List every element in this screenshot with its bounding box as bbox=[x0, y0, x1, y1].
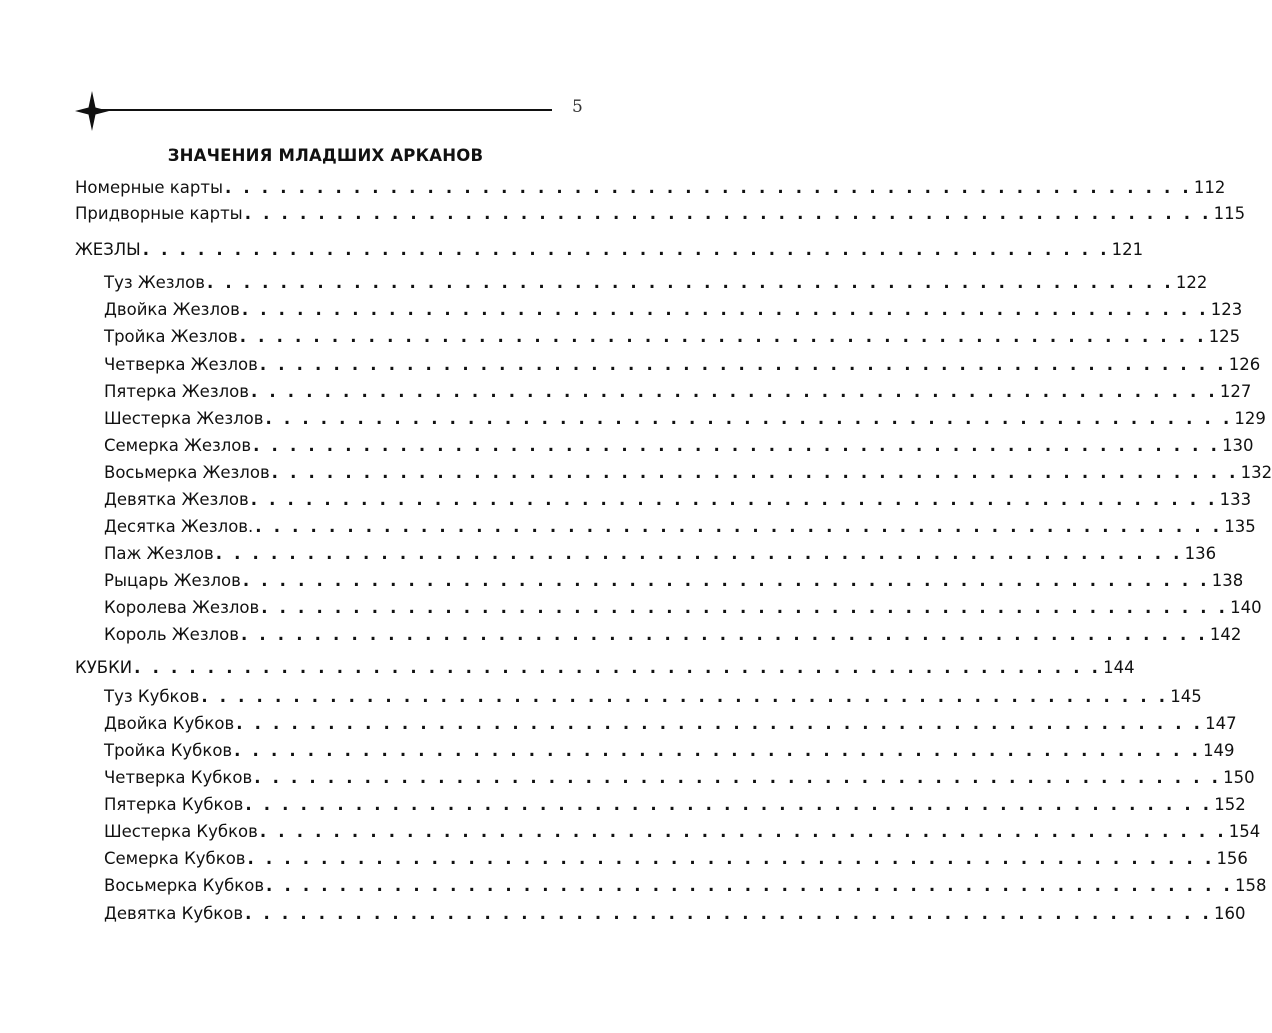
entry-label: Тройка Жезлов bbox=[104, 327, 238, 346]
entry-label: Паж Жезлов bbox=[104, 544, 214, 563]
entry-page: 132 bbox=[1240, 463, 1272, 482]
entry-page: 122 bbox=[1175, 273, 1208, 292]
entry-page: 154 bbox=[1228, 822, 1261, 841]
entry-page: 140 bbox=[1230, 598, 1262, 617]
entry-page: 123 bbox=[1210, 300, 1243, 319]
dot-leader: . . . . . . . . . . . . . . . . . . . . . . . . . . . . . . . . . . . . . . . . . . . . . . . . . . . . . bbox=[241, 300, 1209, 319]
entry-label: Шестерка Кубков bbox=[104, 822, 258, 841]
dot-leader: . . . . . . . . . . . . . . . . . . . . . . . . . . . . . . . . . . . . . . . . . . . . . . . . . . . . . bbox=[244, 204, 1212, 223]
dot-leader: . . . . . . . . . . . . . . . . . . . . . . . . . . . . . . . . . . . . . . . . . . . . . . . . . . . . . bbox=[142, 240, 1110, 259]
entry-label: Двойка Жезлов bbox=[104, 300, 240, 319]
dot-leader: . . . . . . . . . . . . . . . . . . . . . . . . . . . . . . . . . . . . . . . . . . . . . . . . . . . . . bbox=[234, 741, 1202, 760]
toc-entry-wands-9[interactable] bbox=[104, 490, 1252, 514]
entry-page: 142 bbox=[1209, 625, 1242, 644]
toc-section-wands[interactable] bbox=[75, 240, 1144, 264]
entry-label: Король Жезлов bbox=[104, 625, 239, 644]
header-rule bbox=[100, 109, 552, 111]
entry-label: Королева Жезлов bbox=[104, 598, 260, 617]
toc-entry-cups-4[interactable] bbox=[104, 768, 1255, 792]
entry-page: 160 bbox=[1214, 904, 1246, 923]
toc-entry-wands-6[interactable] bbox=[104, 409, 1266, 433]
entry-page: 129 bbox=[1234, 409, 1266, 428]
toc-section-cups[interactable] bbox=[75, 658, 1135, 682]
toc-entry-wands-page[interactable] bbox=[104, 544, 1217, 568]
entry-label: Девятка Кубков bbox=[104, 904, 244, 923]
toc-entry-cups-9[interactable] bbox=[104, 904, 1246, 928]
toc-entry-court-cards[interactable] bbox=[75, 204, 1246, 228]
entry-label: Пятерка Жезлов bbox=[104, 382, 249, 401]
toc-entry-wands-queen[interactable] bbox=[104, 598, 1262, 622]
entry-page: 127 bbox=[1219, 382, 1252, 401]
dot-leader: . . . . . . . . . . . . . . . . . . . . . . . . . . . . . . . . . . . . . . . . . . . . . . . . . . . . . bbox=[250, 490, 1218, 509]
toc-entry-wands-7[interactable] bbox=[104, 436, 1254, 460]
dot-leader: . . . . . . . . . . . . . . . . . . . . . . . . . . . . . . . . . . . . . . . . . . . . . . . . . . . . . bbox=[247, 849, 1215, 868]
entry-label: Восьмерка Жезлов bbox=[104, 463, 270, 482]
entry-label: Пятерка Кубков bbox=[104, 795, 244, 814]
entry-label: Восьмерка Кубков bbox=[104, 876, 265, 895]
entry-label: КУБКИ bbox=[75, 658, 133, 677]
entry-label: Шестерка Жезлов bbox=[104, 409, 264, 428]
toc-entry-wands-3[interactable] bbox=[104, 327, 1241, 351]
toc-entry-wands-1[interactable] bbox=[104, 273, 1208, 297]
toc-entry-cups-1[interactable] bbox=[104, 687, 1202, 711]
dot-leader: . . . . . . . . . . . . . . . . . . . . . . . . . . . . . . . . . . . . . . . . . . . . . . . . . . . . . bbox=[259, 822, 1227, 841]
dot-leader: . . . . . . . . . . . . . . . . . . . . . . . . . . . . . . . . . . . . . . . . . . . . . . . . . . . . . bbox=[215, 544, 1183, 563]
toc-entry-wands-5[interactable] bbox=[104, 382, 1252, 406]
entry-page: 126 bbox=[1228, 355, 1261, 374]
section-title: ЗНАЧЕНИЯ МЛАДШИХ АРКАНОВ bbox=[167, 146, 484, 165]
entry-page: 125 bbox=[1208, 327, 1241, 346]
toc-entry-wands-4[interactable] bbox=[104, 355, 1261, 379]
entry-page: 115 bbox=[1213, 204, 1246, 223]
toc-entry-cups-5[interactable] bbox=[104, 795, 1246, 819]
toc-entry-wands-king[interactable] bbox=[104, 625, 1242, 649]
dot-leader: . . . . . . . . . . . . . . . . . . . . . . . . . . . . . . . . . . . . . . . . . . . . . . . . . . . . . bbox=[236, 714, 1204, 733]
dot-leader: . . . . . . . . . . . . . . . . . . . . . . . . . . . . . . . . . . . . . . . . . . . . . . . . . . . . . bbox=[206, 273, 1174, 292]
dot-leader: . . . . . . . . . . . . . . . . . . . . . . . . . . . . . . . . . . . . . . . . . . . . . . . . . . . . . bbox=[224, 178, 1192, 197]
entry-page: 130 bbox=[1222, 436, 1254, 455]
dot-leader: . . . . . . . . . . . . . . . . . . . . . . . . . . . . . . . . . . . . . . . . . . . . . . . . . . . . . bbox=[253, 436, 1221, 455]
dot-leader: . . . . . . . . . . . . . . . . . . . . . . . . . . . . . . . . . . . . . . . . . . . . . . . . . . . . . bbox=[266, 876, 1233, 895]
toc-entry-wands-2[interactable] bbox=[104, 300, 1243, 324]
entry-page: 144 bbox=[1103, 658, 1135, 677]
entry-page: 145 bbox=[1170, 687, 1202, 706]
toc-entry-cups-6[interactable] bbox=[104, 822, 1261, 846]
entry-label: ЖЕЗЛЫ bbox=[75, 240, 141, 259]
entry-page: 152 bbox=[1214, 795, 1246, 814]
dot-leader: . . . . . . . . . . . . . . . . . . . . . . . . . . . . . . . . . . . . . . . . . . . . . . . . . . . . . bbox=[245, 904, 1212, 923]
four-point-star-icon bbox=[75, 91, 109, 131]
entry-label: Двойка Кубков bbox=[104, 714, 235, 733]
entry-page: 112 bbox=[1193, 178, 1226, 197]
page-number: 5 bbox=[572, 97, 583, 117]
entry-label: Тройка Кубков bbox=[104, 741, 233, 760]
entry-page: 158 bbox=[1234, 876, 1267, 895]
toc-entry-cups-2[interactable] bbox=[104, 714, 1237, 738]
toc-entry-wands-knight[interactable] bbox=[104, 571, 1244, 595]
entry-label: Туз Кубков bbox=[104, 687, 200, 706]
entry-page: 150 bbox=[1223, 768, 1255, 787]
dot-leader: . . . . . . . . . . . . . . . . . . . . . . . . . . . . . . . . . . . . . . . . . . . . . . . . . . . . . bbox=[259, 355, 1227, 374]
entry-label: Четверка Кубков bbox=[104, 768, 253, 787]
entry-label: Десятка Жезлов. bbox=[104, 517, 254, 536]
dot-leader: . . . . . . . . . . . . . . . . . . . . . . . . . . . . . . . . . . . . . . . . . . . . . . . . . . . . . bbox=[265, 409, 1233, 428]
dot-leader: . . . . . . . . . . . . . . . . . . . . . . . . . . . . . . . . . . . . . . . . . . . . . . . . . . . . . bbox=[255, 517, 1223, 536]
entry-page: 138 bbox=[1211, 571, 1244, 590]
dot-leader: . . . . . . . . . . . . . . . . . . . . . . . . . . . . . . . . . . . . . . . . . . . . . . . . . . . . . bbox=[240, 625, 1208, 644]
entry-page: 135 bbox=[1224, 517, 1256, 536]
toc-entry-cups-7[interactable] bbox=[104, 849, 1248, 873]
entry-page: 149 bbox=[1203, 741, 1235, 760]
entry-label: Семерка Кубков bbox=[104, 849, 246, 868]
dot-leader: . . . . . . . . . . . . . . . . . . . . . . . . . . . . . . . . . . . . . . . . . . . . . . . . . . . . . bbox=[271, 463, 1239, 482]
entry-page: 136 bbox=[1184, 544, 1217, 563]
entry-page: 147 bbox=[1205, 714, 1237, 733]
toc-entry-cups-3[interactable] bbox=[104, 741, 1235, 765]
toc-entry-wands-8[interactable] bbox=[104, 463, 1272, 487]
entry-label: Придворные карты bbox=[75, 204, 243, 223]
entry-label: Девятка Жезлов bbox=[104, 490, 249, 509]
dot-leader: . . . . . . . . . . . . . . . . . . . . . . . . . . . . . . . . . . . . . . . . . . . . . . . . . . . . . bbox=[201, 687, 1169, 706]
entry-page: 133 bbox=[1219, 490, 1252, 509]
entry-label: Туз Жезлов bbox=[104, 273, 205, 292]
dot-leader: . . . . . . . . . . . . . . . . . . . . . . . . . . . . . . . . . . . . . . . . . . . . . . . . . . . . . bbox=[245, 795, 1213, 814]
dot-leader: . . . . . . . . . . . . . . . . . . . . . . . . . . . . . . . . . . . . . . . . . . . . . . . . . . . . . bbox=[250, 382, 1218, 401]
entry-page: 156 bbox=[1216, 849, 1248, 868]
entry-page: 121 bbox=[1111, 240, 1144, 259]
dot-leader: . . . . . . . . . . . . . . . . . . . . . . . . . . . . . . . . . . . . . . . . . . . . . . . . . . . . . bbox=[261, 598, 1229, 617]
dot-leader: . . . . . . . . . . . . . . . . . . . . . . . . . . . . . . . . . . . . . . . . . . . . . . . . . . . . . bbox=[254, 768, 1222, 787]
toc-entry-cups-8[interactable] bbox=[104, 876, 1267, 900]
dot-leader: . . . . . . . . . . . . . . . . . . . . . . . . . . . . . . . . . . . . . . . . . . . . . . . . . . . . . bbox=[242, 571, 1210, 590]
dot-leader: . . . . . . . . . . . . . . . . . . . . . . . . . . . . . . . . . . . . . . . . . . . . . . . . . . . . . bbox=[134, 658, 1102, 677]
entry-label: Рыцарь Жезлов bbox=[104, 571, 241, 590]
toc-entry-wands-10[interactable] bbox=[104, 517, 1256, 541]
entry-label: Семерка Жезлов bbox=[104, 436, 252, 455]
page-header bbox=[0, 0, 691, 140]
toc-entry-numbered-cards[interactable] bbox=[75, 178, 1226, 202]
entry-label: Номерные карты bbox=[75, 178, 223, 197]
entry-label: Четверка Жезлов bbox=[104, 355, 258, 374]
dot-leader: . . . . . . . . . . . . . . . . . . . . . . . . . . . . . . . . . . . . . . . . . . . . . . . . . . . . . bbox=[239, 327, 1207, 346]
